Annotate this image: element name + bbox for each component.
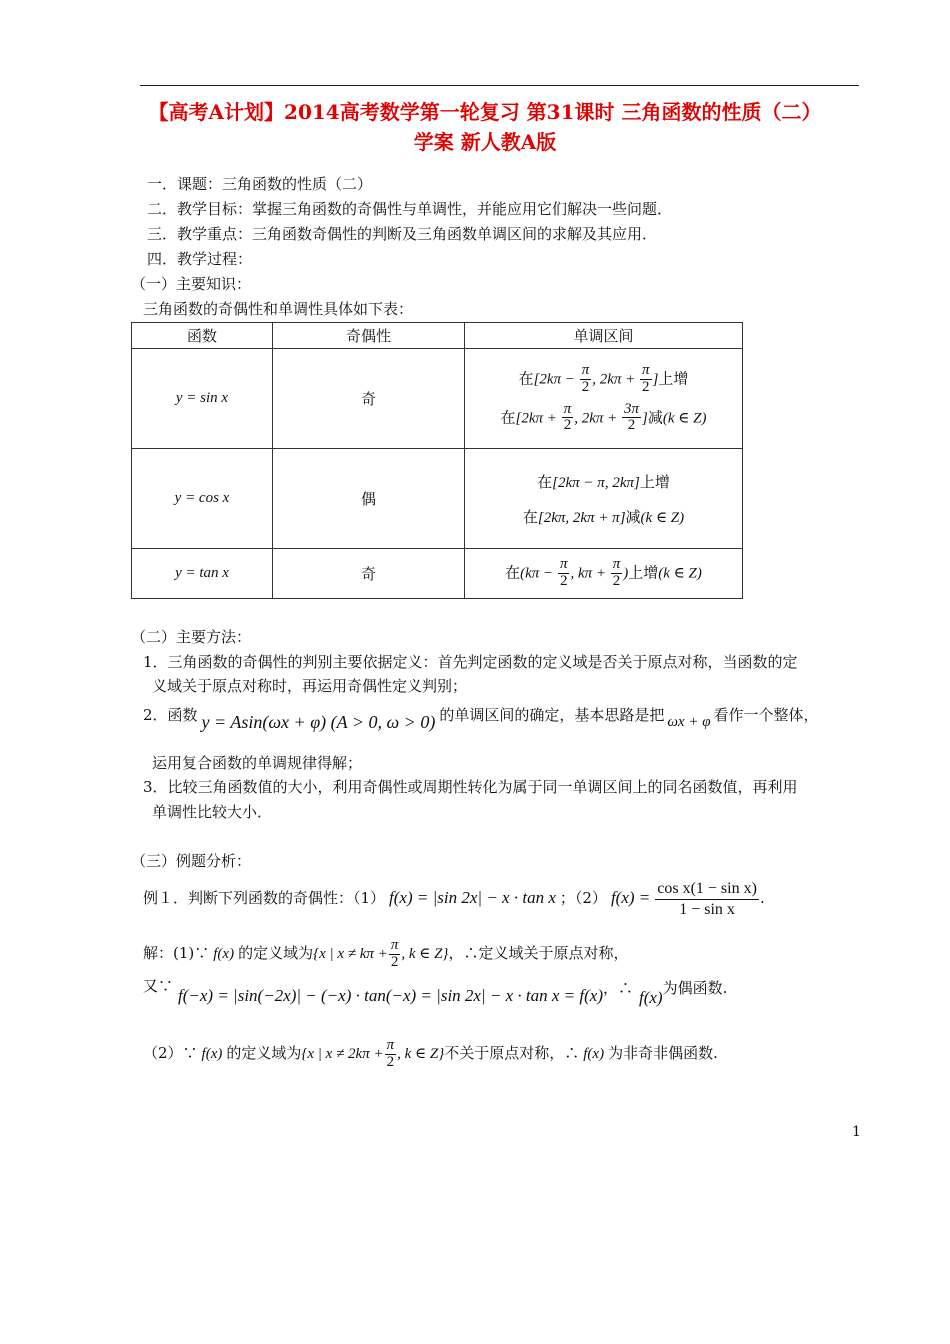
solution-1-line-2-prefix: 又∵: [143, 977, 174, 995]
page-number: 1: [852, 1124, 861, 1140]
method-3-line-2: 单调性比较大小．: [152, 803, 273, 821]
method-1-line-2: 义域关于原点对称时，再运用奇偶性定义判别；: [152, 677, 468, 695]
header-rule: [140, 85, 859, 86]
method-2-line-1: 2．函数 y = Asin(ωx + φ) (A > 0, ω > 0) 的单调区间的确定，基本思路是把 ωx + φ 看作一个整体，: [143, 706, 819, 732]
header-function: 函数: [132, 323, 273, 349]
row-sin-intervals: [465, 349, 743, 449]
row-cos-function: y = cos x: [132, 449, 273, 549]
method-2-inner: ωx + φ: [667, 714, 711, 730]
table-header-row: [132, 323, 743, 349]
title-line-2: 学案 新人教A版: [413, 130, 557, 154]
properties-table: [131, 322, 743, 599]
section-goals: 二．教学目标：掌握三角函数的奇偶性与单调性，并能应用它们解决一些问题．: [147, 200, 673, 218]
cos-increasing: 在[2kπ − π, 2kπ]上增: [537, 472, 670, 491]
method-1-line-1: 1．三角函数的奇偶性的判别主要依据定义：首先判定函数的定义域是否关于原点对称，当函数的定: [143, 653, 798, 671]
method-3-line-1: 3．比较三角函数值的大小，利用奇偶性或周期性转化为属于同一单调区间上的同名函数值，再利用: [143, 778, 798, 796]
solution-2: （2）∵ f(x) 的定义域为{x | x ≠ 2kπ + $\frac{\pi}{2}$ , k ∈ Z}不关于原点对称，∴ f(x) 为非奇非偶函数.: [143, 1036, 718, 1070]
example-1: 例１．判断下列函数的奇偶性：（1） f(x) = |sin 2x| − x · tan x ；（2） f(x) = $\frac{\text{cos x(1 − sin x)}}{\text{1 − sin x}}$ .: [143, 880, 765, 918]
row-tan-intervals: 在(kπ − $\frac{\pi}{2}$ , kπ + $\frac{\pi}{2}$ )上增(k ∈ Z): [465, 549, 743, 599]
table-intro: 三角函数的奇偶性和单调性具体如下表：: [143, 300, 414, 318]
section-process: 四．教学过程：: [147, 250, 253, 268]
row-sin-function: y = sin x: [132, 349, 273, 449]
header-parity: 奇偶性: [273, 323, 465, 349]
row-tan-function: y = tan x: [132, 549, 273, 599]
methods-heading: （二）主要方法：: [131, 628, 252, 646]
sin-decreasing: 在[2kπ + $\frac{\pi}{2}$ , 2kπ + $\frac{3\pi}{2}$ ]减(k ∈ Z): [500, 400, 707, 434]
row-cos-intervals: [465, 449, 743, 549]
method-2-line-2: 运用复合函数的单调规律得解；: [152, 754, 363, 772]
example-1-f2-fraction: $\frac{\text{cos x(1 − sin x)}}{\text{1 − sin x}}$: [657, 880, 757, 918]
example-1-f1: f(x) = |sin 2x| − x · tan x: [389, 888, 556, 907]
cos-decreasing: 在[2kπ, 2kπ + π]减(k ∈ Z): [522, 507, 685, 526]
sin-increasing: 在[2kπ − $\frac{\pi}{2}$ , 2kπ + $\frac{\pi}{2}$ ]上增: [518, 362, 689, 395]
row-sin-parity: 奇: [273, 349, 465, 449]
document-title: [100, 97, 870, 157]
table-row: [132, 449, 743, 549]
row-tan-parity: 奇: [273, 549, 465, 599]
solution-1-line-2: f(−x) = |sin(−2x)| − (−x) · tan(−x) = |sin 2x| − x · tan x = f(x)，∴ f(x)为偶函数.: [178, 979, 728, 1007]
table-row: [132, 349, 743, 449]
section-focus: 三．教学重点：三角函数奇偶性的判断及三角函数单调区间的求解及其应用．: [147, 225, 658, 243]
section-topic: 一．课题：三角函数的性质（二）: [147, 175, 373, 193]
subsection-knowledge: （一）主要知识：: [131, 275, 252, 293]
table-row: [132, 549, 743, 599]
method-2-formula: y = Asin(ωx + φ) (A > 0, ω > 0): [201, 712, 436, 732]
solution-1-line-1: 解：(1)∵ f(x) 的定义域为{x | x ≠ kπ + $\frac{\pi}{2}$ , k ∈ Z}，∴定义域关于原点对称，: [143, 936, 629, 970]
row-cos-parity: 偶: [273, 449, 465, 549]
title-line-1: 【高考A计划】2014高考数学第一轮复习 第31课时 三角函数的性质（二）: [148, 100, 822, 124]
examples-heading: （三）例题分析：: [131, 852, 252, 870]
header-monotonic: 单调区间: [465, 323, 743, 349]
